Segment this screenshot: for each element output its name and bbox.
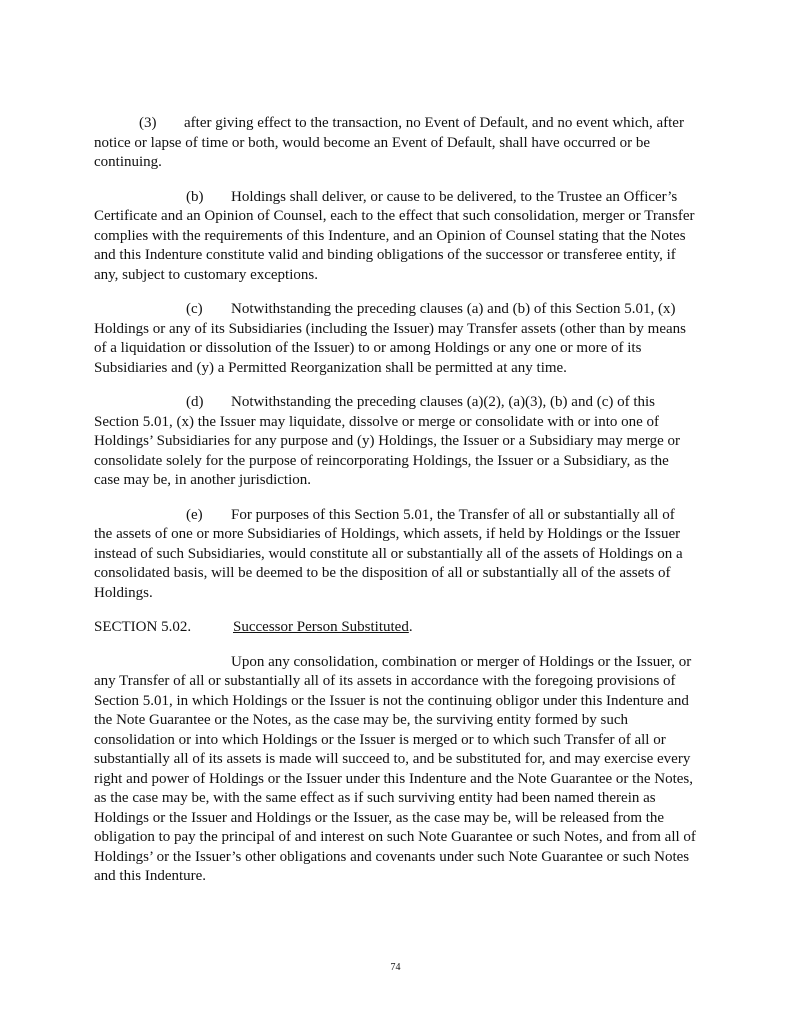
paragraph-b — [94, 188, 696, 286]
paragraph-e — [94, 506, 696, 604]
paragraph-marker: (e) — [186, 506, 203, 523]
paragraph-text: For purposes of this Section 5.01, the Transfer of all or substantially all of the assets of one or more Subsidiaries of Holdings, which assets, if held by Holdings or the Issuer instead of such Subsidiaries, would constitute all or substantially all of the assets of Holdings on a consolidated basis, will be deemed to be the disposition of all or substantially all of the assets of Holdings. — [94, 506, 683, 601]
paragraph-text: Notwithstanding the preceding clauses (a) and (b) of this Section 5.01, (x) Holdings or any of its Subsidiaries (including the Issuer) may Transfer assets (other than by means of a liquidation or dissolution of the Issuer) to or among Holdings or any one or more of its Subsidiaries and (y) a Permitted Reorganization shall be permitted at any time. — [94, 301, 686, 376]
section-heading — [94, 618, 696, 638]
section-body: Upon any consolidation, combination or merger of Holdings or the Issuer, or any Transfer of all or substantially all of its assets in accordance with the foregoing provisions of Section 5.01, in which Holdings or the Issuer is not the continuing obligor under this Indenture and the Note Guarantee or the Notes, as the case may be, the surviving entity formed by such consolidation or into which Holdings or the Issuer is merged or to which such Transfer of all or substantially all of its assets is made will succeed to, and be substituted for, and may exercise every right and power of Holdings or the Issuer under this Indenture and the Note Guarantee or the Notes, as the case may be, with the same effect as if such surviving entity had been named therein as Holdings or the Issuer and Holdings or the Issuer, as the case may be, will be released from the obligation to pay the principal of and interest on such Note Guarantee or such Notes, and from all of Holdings’ or the Issuer’s other obligations and covenants under such Note Guarantee or such Notes and this Indenture. — [94, 653, 696, 884]
paragraph-marker: (d) — [186, 394, 204, 410]
paragraph-text: after giving effect to the transaction, no Event of Default, and no event which, after notice or lapse of time or both, would become an Event of Default, shall have occurred or be continuing. — [94, 115, 684, 170]
page-number: 74 — [390, 962, 401, 973]
paragraph-text: Holdings shall deliver, or cause to be delivered, to the Trustee an Officer’s Certificate and an Opinion of Counsel, each to the effect that such consolidation, merger or Transfer complies with the requirements of this Indenture, and an Opinion of Counsel stating that the Notes and this Indenture constitute valid and binding obligations of the successor or transferee entity, if any, subject to customary exceptions. — [94, 188, 695, 283]
paragraph-c — [94, 300, 696, 378]
page-content — [94, 114, 696, 902]
section-title-period: . — [408, 619, 413, 635]
section-number: SECTION 5.02. — [94, 619, 192, 635]
paragraph-marker: (c) — [186, 301, 203, 317]
section-title: Successor Person Substituted — [233, 619, 409, 635]
paragraph-d — [94, 393, 696, 491]
paragraph-marker: (3) — [139, 115, 157, 131]
paragraph-text: Notwithstanding the preceding clauses (a)(2), (a)(3), (b) and (c) of this Section 5.01, (x) the Issuer may liquidate, dissolve or merge or consolidate with or into one of Holdings’ Subsidiaries for any purpose and (y) Holdings, the Issuer or a Subsidiary may merge or consolidate solely for the purpose of reincorporating Holdings, the Issuer or a Subsidiary, as the case may be, in another jurisdiction. — [94, 394, 681, 488]
paragraph-marker: (b) — [186, 188, 204, 205]
paragraph-a3 — [94, 114, 696, 173]
